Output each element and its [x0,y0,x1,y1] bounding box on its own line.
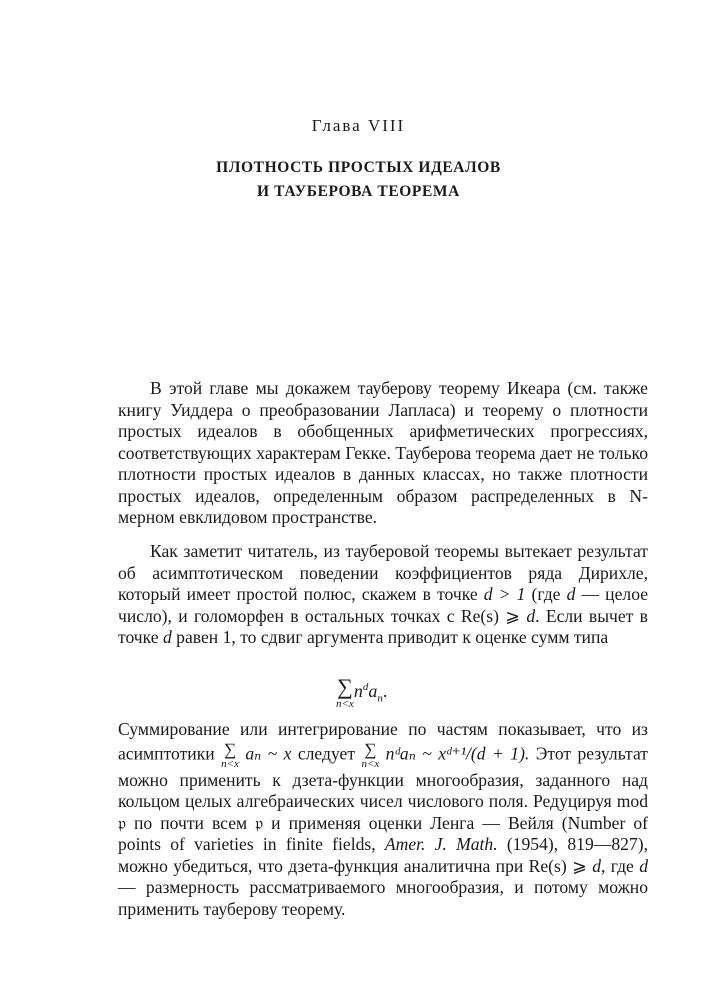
paragraph-2-text [118,541,648,649]
sum-symbol: ∑ [337,674,353,699]
paragraph-1-text: В этой главе мы докажем тауберову теорему Икеара (см. также книгу Уиддера о преобразовании Лапласа) и теорему о плотности простых идеалов в обобщенных арифметических прогрессиях, соответствующих характерам Гекке. Тауберова теорема дает не только плотности простых идеалов в данных классах, но также плотности простых идеалов, определенным образом распределенных в N-мерном евклидовом пространстве. [118,378,648,527]
formula-tail-sub: n [377,692,383,705]
p3-part5: , где [601,855,640,876]
chapter-title [0,156,717,204]
p3-math6: d [639,855,648,876]
p3-expr2: nᵈaₙ ~ xᵈ⁺¹/(d + 1). [385,743,530,764]
chapter-heading: Глава VIII [311,116,406,135]
formula-sum [336,676,354,710]
sum-subscript: n<x [336,698,354,710]
inline-sum-symbol-1: ∑ [223,739,237,759]
inline-sum-1 [221,741,239,770]
formula-sup: d [362,681,369,694]
chapter-title-line-2: И ТАУБЕРОВА ТЕОРЕМА [257,183,460,200]
p3-expr1: aₙ ~ x [245,743,292,764]
inline-sum-2 [361,741,379,770]
formula-end: . [382,681,388,702]
inline-sum-symbol-2: ∑ [364,739,377,759]
p3-part3: Этот результат можно применить к дзета-функции многообразия, заданного над кольцом целых алгебраических чисел числового поля. Редуцируя mod 𝔭 по почти всем 𝔭 и применяя оценки Ленга — Вейля (Number of points of varieties in finite fields, [118,743,648,854]
formula-tail: a [368,681,378,702]
paragraph-1 [118,378,648,529]
p2-math3: d [526,605,536,626]
paragraph-3 [118,719,648,920]
p3-part1: Суммирование или интегрирование по частям показывает, что из асимптотики [118,719,648,764]
formula-body: n [353,681,363,702]
journal-name: Amer. J. Math. [384,834,498,854]
display-formula [336,676,387,710]
p2-part2: (где [525,584,567,604]
p2-part4: . Если вычет в точке [118,605,648,647]
inline-sum-sub-1: n<x [221,757,239,770]
p3-part6: — размерность рассматриваемого многообразия, и потому можно применить тауберову теорему. [118,877,648,919]
inline-sum-sub-2: n<x [361,757,380,770]
p3-part2: следует [291,743,362,764]
p2-part3: — целое число), и голоморфен в остальных точках с Re(s) ⩾ [118,584,649,626]
p2-part1: Как заметит читатель, из тауберовой теоремы вытекает результат об асимптотическом поведении коэффициентов ряда Дирихле, который имеет простой полюс, скажем в точке [118,541,648,604]
p2-part5: равен 1, то сдвиг аргумента приводит к оценке сумм типа [171,627,609,647]
chapter-title-line-1: ПЛОТНОСТЬ ПРОСТЫХ ИДЕАЛОВ [216,159,501,176]
paragraph-3-text [118,719,648,920]
paragraph-2 [118,541,648,649]
p2-math4: d [162,627,172,647]
p3-part4: (1954), 819—827), можно убедиться, что дзета-функция аналитична при Re(s) ⩾ [118,834,648,876]
p3-math5: d [592,855,601,876]
p2-math1: d > 1 [483,584,526,604]
p2-math2: d [566,584,576,604]
